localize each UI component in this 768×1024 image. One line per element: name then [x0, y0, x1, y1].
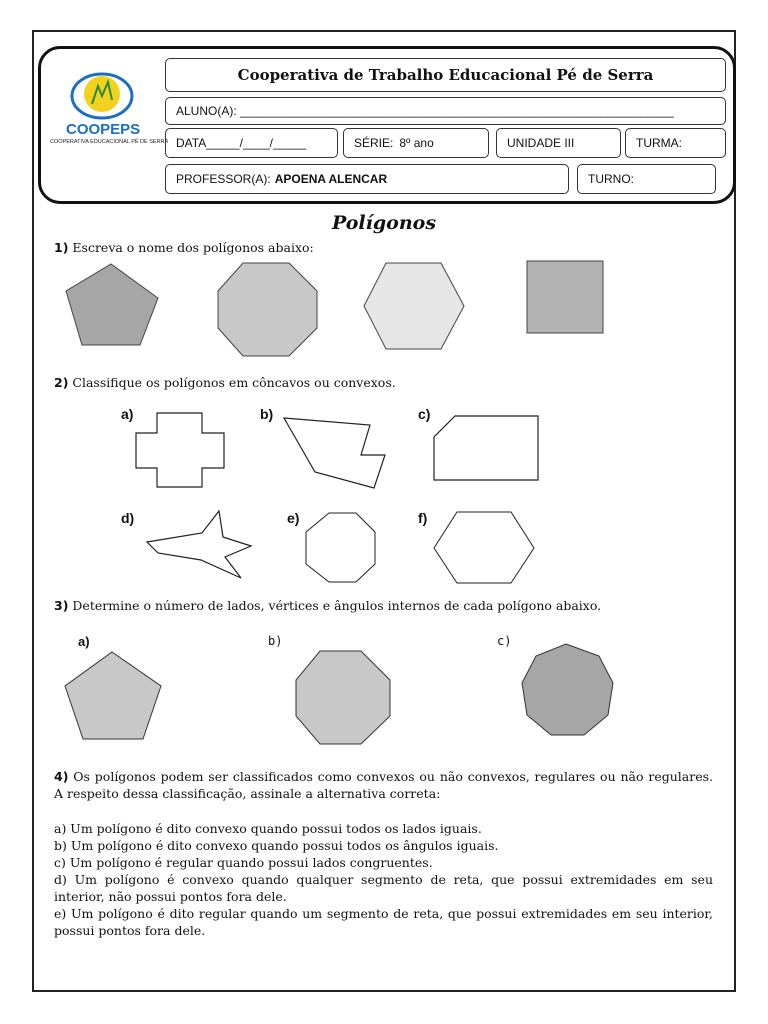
question-1-text: Escreva o nome dos polígonos abaixo: — [72, 240, 314, 255]
shift-field[interactable]: TURNO: — [577, 164, 716, 194]
q2-label-b: b) — [260, 406, 274, 422]
unit-field: UNIDADE III — [496, 128, 621, 158]
question-2-number: 2) — [54, 375, 69, 390]
question-4 — [54, 768, 713, 802]
option-d[interactable]: d) Um polígono é convexo quando qualquer segmento de reta, que possui extremidades em seu interior, não possui pontos fora dele. — [54, 872, 713, 904]
teacher-name: APOENA ALENCAR — [274, 172, 388, 186]
pentagon-q3-shape — [65, 652, 161, 739]
logo-subtext: COOPERATIVA EDUCACIONAL PÉ DE SERRA — [50, 139, 169, 145]
school-name: Cooperativa de Trabalho Educacional Pé de Serra — [165, 58, 726, 92]
q3-label-a: a) — [78, 634, 90, 649]
page-title: Polígonos — [331, 212, 437, 234]
student-field[interactable]: ALUNO(A): _________________________________________________________________ — [165, 97, 726, 125]
q3-label-b: b) — [268, 634, 283, 648]
octagon-q3-shape — [296, 651, 390, 744]
logo-text: COOPEPS — [66, 121, 141, 138]
q2-label-c: c) — [418, 406, 431, 422]
question-4-text: Os polígonos podem ser classificados como convexos ou não convexos, regulares ou não regulares. A respeito dessa classificação, assinale a alternativa correta: — [54, 769, 713, 801]
question-4-number: 4) — [54, 769, 69, 784]
teacher-label: PROFESSOR(A): — [176, 172, 271, 186]
date-field[interactable]: DATA_____/____/_____ — [165, 128, 338, 158]
q3-label-c: c) — [497, 634, 512, 648]
question-3-text: Determine o número de lados, vértices e ângulos internos de cada polígono abaixo. — [72, 598, 602, 613]
question-3-number: 3) — [54, 598, 69, 613]
q2-label-d: d) — [121, 510, 135, 526]
question-4-options — [54, 820, 713, 939]
option-b[interactable]: b) Um polígono é dito convexo quando possui todos os ângulos iguais. — [54, 838, 499, 853]
grade-label: SÉRIE: — [354, 136, 394, 150]
grade-value: 8º ano — [399, 136, 434, 150]
question-2-text: Classifique os polígonos em côncavos ou convexos. — [72, 375, 396, 390]
q2-label-f: f) — [418, 510, 428, 526]
class-field[interactable]: TURMA: — [625, 128, 726, 158]
option-e[interactable]: e) Um polígono é dito regular quando um segmento de reta, que possui extremidades em seu interior, possui pontos fora dele. — [54, 906, 713, 938]
option-c[interactable]: c) Um polígono é regular quando possui lados congruentes. — [54, 855, 433, 870]
q2-label-a: a) — [121, 406, 134, 422]
question-1-number: 1) — [54, 240, 69, 255]
nonagon-q3-shape — [522, 644, 613, 735]
q2-label-e: e) — [287, 510, 300, 526]
option-a[interactable]: a) Um polígono é dito convexo quando possui todos os lados iguais. — [54, 821, 482, 836]
